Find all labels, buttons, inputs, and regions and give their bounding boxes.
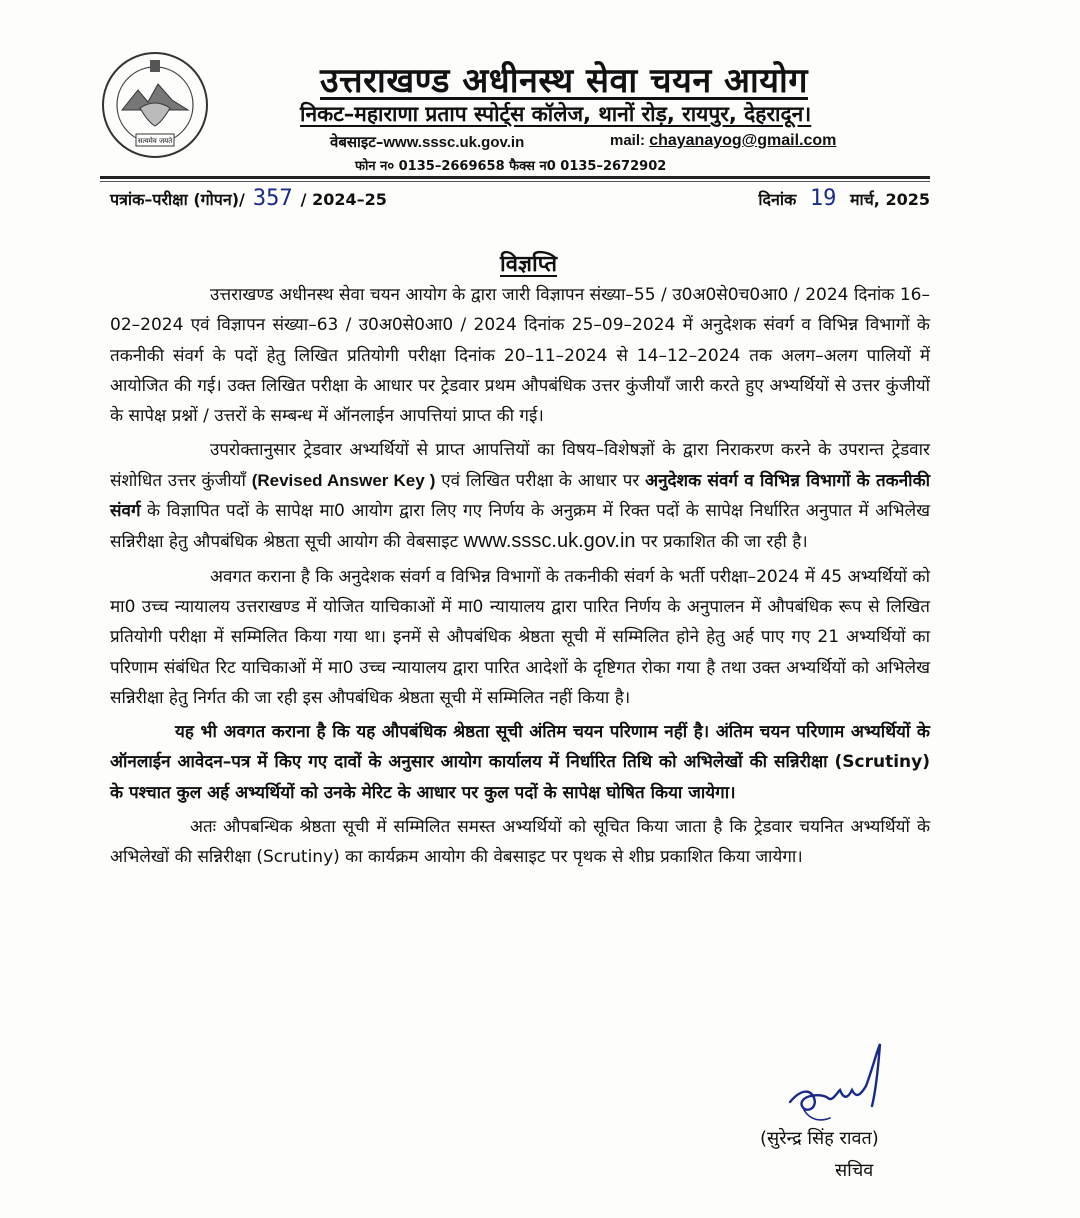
contact-line <box>330 132 890 152</box>
mail-block <box>610 132 836 150</box>
paragraph-5: अतः औपबन्धिक श्रेष्ठता सूची में सम्मिलित समस्त अभ्यर्थियों को सूचित किया जाता है कि ट्रेडवार चयनित अभ्यर्थियों के अभिलेखों की सन्निरीक्षा (Scrutiny) का कार्यक्रम आयोग की वेबसाइट पर पृथक से शीघ्र प्रकाशित किया जायेगा। <box>110 817 930 868</box>
para2-part-c: एवं लिखित परीक्षा के आधार पर <box>441 470 640 491</box>
website-label: वेबसाइट– <box>330 133 384 151</box>
body-website-link[interactable]: www.sssc.uk.gov.in <box>463 530 636 553</box>
paragraph-2 <box>110 435 930 557</box>
header-divider-thin <box>100 181 930 182</box>
commission-emblem-logo <box>100 50 210 160</box>
para2-part-e: के विज्ञापित पदों के सापेक्ष मा0 आयोग द्वारा लिए गए निर्णय के अनुक्रम में रिक्त पदों के सापेक्ष निर्धारित अनुपात में अभिलेख सन्निरीक्षा हेतु औपबंधिक श्रेष्ठता सूची आयोग की वेबसाइट <box>110 501 931 553</box>
paragraph-3: अवगत कराना है कि अनुदेशक संवर्ग व विभिन्न विभागों के तकनीकी संवर्ग के भर्ती परीक्षा–2024 में 45 अभ्यर्थियों को मा0 उच्च न्यायालय उत्तराखण्ड में योजित याचिकाओं में मा0 न्यायालय द्वारा पारित निर्णय के अनुपालन में औपबंधिक रूप से लिखित प्रतियोगी परीक्षा में सम्मिलित किया गया था। इनमें से औपबंधिक श्रेष्ठता सूची में सम्मिलित होने हेतु अर्ह पाए गए 21 अभ्यर्थियों का परिणाम संबंधित रिट याचिकाओं में मा0 उच्च न्यायालय द्वारा पारित आदेशों के दृष्टिगत रोका गया है तथा उक्त अभ्यर्थियों को अभिलेख सन्निरीक्षा हेतु निर्गत की जा रही इस औपबंधिक श्रेष्ठता सूची में सम्मिलित नहीं किया है। <box>110 566 930 708</box>
paragraph-4-bold: यह भी अवगत कराना है कि यह औपबंधिक श्रेष्ठता सूची अंतिम चयन परिणाम नहीं है। अंतिम चयन परिणाम अभ्यर्थियों के ऑनलाईन आवेदन–पत्र में किए गए दावों के अनुसार आयोग कार्यालय में निर्धारित तिथि को अभिलेखों की सन्निरीक्षा (Scrutiny) के पश्चात कुल अर्ह अभ्यर्थियों को उनके मेरिट के आधार पर कुल पदों के सापेक्ष घोषित किया जायेगा। <box>110 722 930 803</box>
para2-part-a: उपरोक्तानुसार ट्रेडवार अभ्यर्थियों से प्राप्त आपत्तियों का विषय–विशेषज्ञों के द्वारा निराकरण करने के उपरान्त ट्रेडवार संशोधित उत्तर कुंजीयाँ <box>110 440 930 491</box>
logo-motto: सत्यमेव जयते <box>137 137 173 145</box>
organization-address: निकट–महाराणा प्रताप स्पोर्ट्स कॉलेज, थानों रोड़, रायपुर, देहरादून। <box>300 102 812 126</box>
revised-answer-key-text: (Revised Answer Key ) <box>251 470 436 490</box>
notice-body <box>110 280 930 877</box>
email-link[interactable]: chayanayog@gmail.com <box>649 132 837 149</box>
reference-number: 357 <box>252 186 293 211</box>
website-link[interactable]: www.sssc.uk.gov.in <box>383 134 525 151</box>
reference-date <box>758 186 930 211</box>
reference-year: / 2024–25 <box>300 190 387 209</box>
signatory-name: (सुरेन्द्र सिंह रावत) <box>760 1128 879 1149</box>
notice-title: विज्ञप्ति <box>500 252 558 277</box>
mail-label: mail: <box>610 132 646 149</box>
date-month-year: मार्च, 2025 <box>849 190 930 209</box>
reference-line <box>110 186 930 216</box>
header-divider <box>100 176 930 179</box>
phone-fax-line: फोन न० 0135–2669658 फैक्स न0 0135–2672902 <box>355 159 667 174</box>
organization-title: उत्तराखण्ड अधीनस्थ सेवा चयन आयोग <box>320 61 808 101</box>
reference-prefix: पत्रांक–परीक्षा (गोपन)/ <box>110 190 245 209</box>
signatory-designation: सचिव <box>835 1160 874 1181</box>
para2-part-f: पर प्रकाशित की जा रही है। <box>640 532 808 553</box>
date-day: 19 <box>809 186 837 211</box>
handwritten-signature <box>780 1040 900 1140</box>
para2-cadre-bold: अनुदेशक संवर्ग व विभिन्न विभागों के तकनीकी संवर्ग <box>110 470 931 522</box>
date-label: दिनांक <box>758 190 797 209</box>
paragraph-1: उत्तराखण्ड अधीनस्थ सेवा चयन आयोग के द्वारा जारी विज्ञापन संख्या–55 / उ0अ0से0च0आ0 / 2024 दिनांक 16–02–2024 एवं विज्ञापन संख्या–63 / उ0अ0से0आ0 / 2024 दिनांक 25–09–2024 में अनुदेशक संवर्ग व विभिन्न विभागों के तकनीकी संवर्ग के पदों हेतु लिखित प्रतियोगी परीक्षा दिनांक 20–11–2024 से 14–12–2024 तक अलग–अलग पालियों में आयोजित की गई। उक्त लिखित परीक्षा के आधार पर ट्रेडवार प्रथम औपबंधिक उत्तर कुंजीयाँ जारी करते हुए अभ्यर्थियों से उत्तर कुंजीयों के सापेक्ष प्रश्नों / उत्तरों के सम्बन्ध में ऑनलाईन आपत्तियां प्राप्त की गई। <box>110 285 930 427</box>
